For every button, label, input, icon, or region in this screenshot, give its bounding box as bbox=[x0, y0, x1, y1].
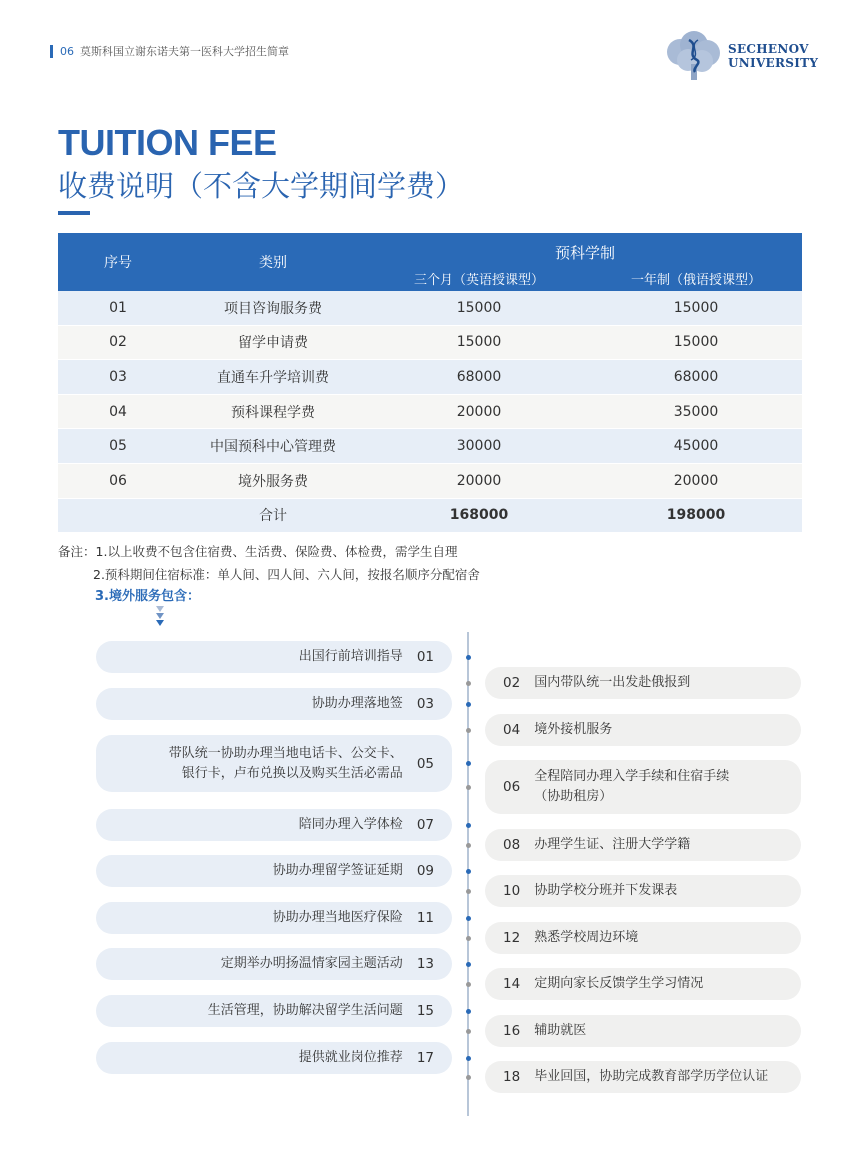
service-number: 11 bbox=[416, 910, 434, 926]
timeline-dot bbox=[466, 936, 471, 941]
notes bbox=[58, 540, 480, 586]
cell-category: 直通车升学培训费 bbox=[178, 360, 368, 395]
service-number: 07 bbox=[416, 817, 434, 833]
cell-one-year: 15000 bbox=[590, 291, 802, 325]
header-one-year: 一年制（俄语授课型） bbox=[590, 265, 802, 291]
cell-index: 04 bbox=[58, 394, 178, 429]
cell-three-month: 68000 bbox=[368, 360, 590, 395]
service-item bbox=[485, 1015, 801, 1047]
service-text: 毕业回国，协助完成教育部学历学位认证 bbox=[534, 1069, 769, 1084]
timeline-dot bbox=[466, 869, 471, 874]
service-number: 12 bbox=[503, 930, 521, 946]
fee-table bbox=[58, 233, 802, 533]
timeline-dot bbox=[466, 761, 471, 766]
cell-category: 境外服务费 bbox=[178, 463, 368, 498]
service-text: 国内带队统一出发赴俄报到 bbox=[534, 675, 691, 690]
service-item bbox=[485, 714, 801, 746]
service-text: 定期举办明扬温情家园主题活动 bbox=[220, 956, 403, 971]
title-chinese: 收费说明（不含大学期间学费） bbox=[58, 169, 465, 203]
header-category: 类别 bbox=[178, 233, 368, 291]
timeline-dot bbox=[466, 916, 471, 921]
timeline-dot bbox=[466, 889, 471, 894]
service-number: 18 bbox=[503, 1069, 521, 1085]
service-item bbox=[485, 875, 801, 907]
cell-total-label: 合计 bbox=[178, 498, 368, 533]
timeline-dot bbox=[466, 728, 471, 733]
cell-category: 预科课程学费 bbox=[178, 394, 368, 429]
service-item bbox=[485, 829, 801, 861]
title-english: TUITION FEE bbox=[58, 122, 277, 163]
service-item bbox=[96, 995, 452, 1027]
table-row bbox=[58, 325, 802, 360]
service-item bbox=[485, 968, 801, 1000]
cell-index: 06 bbox=[58, 463, 178, 498]
service-text: 办理学生证、注册大学学籍 bbox=[534, 837, 691, 852]
service-text: 全程陪同办理入学手续和住宿手续 （协助租房） bbox=[534, 769, 730, 804]
service-number: 09 bbox=[416, 863, 434, 879]
table-row bbox=[58, 360, 802, 395]
service-number: 05 bbox=[416, 755, 434, 772]
note-1: 1.以上收费不包含住宿费、生活费、保险费、体检费，需学生自理 bbox=[95, 544, 458, 559]
timeline-dot bbox=[466, 1009, 471, 1014]
service-number: 17 bbox=[416, 1050, 434, 1066]
table-row bbox=[58, 394, 802, 429]
service-item bbox=[96, 855, 452, 887]
cell-index: 05 bbox=[58, 429, 178, 464]
service-number: 14 bbox=[503, 976, 521, 992]
service-number: 04 bbox=[503, 722, 521, 738]
service-text: 协助办理当地医疗保险 bbox=[272, 910, 403, 925]
cell-category: 中国预科中心管理费 bbox=[178, 429, 368, 464]
service-number: 01 bbox=[416, 649, 434, 665]
cell-three-month: 15000 bbox=[368, 291, 590, 325]
service-item bbox=[485, 1061, 801, 1093]
timeline-dot bbox=[466, 1056, 471, 1061]
header-index: 序号 bbox=[58, 233, 178, 291]
cell-index: 01 bbox=[58, 291, 178, 325]
service-item bbox=[96, 948, 452, 980]
cell-index: 03 bbox=[58, 360, 178, 395]
service-item bbox=[96, 735, 452, 792]
service-item bbox=[96, 902, 452, 934]
service-item bbox=[96, 1042, 452, 1074]
cell-one-year: 45000 bbox=[590, 429, 802, 464]
service-text: 境外接机服务 bbox=[534, 722, 613, 737]
cell-one-year: 35000 bbox=[590, 394, 802, 429]
service-text: 协助学校分班并下发课表 bbox=[534, 883, 678, 898]
service-number: 02 bbox=[503, 675, 521, 691]
service-number: 16 bbox=[503, 1023, 521, 1039]
service-item bbox=[96, 688, 452, 720]
service-item bbox=[485, 760, 801, 814]
timeline-dot bbox=[466, 1075, 471, 1080]
service-number: 06 bbox=[503, 779, 521, 795]
header-group: 预科学制 bbox=[368, 233, 802, 265]
cell-total-one-year: 198000 bbox=[590, 498, 802, 533]
cell-empty bbox=[58, 498, 178, 533]
service-text: 生活管理，协助解决留学生活问题 bbox=[207, 1003, 403, 1018]
timeline-dot bbox=[466, 702, 471, 707]
cell-one-year: 15000 bbox=[590, 325, 802, 360]
service-text: 定期向家长反馈学生学习情况 bbox=[534, 976, 704, 991]
timeline-dot bbox=[466, 655, 471, 660]
sechenov-logo bbox=[662, 30, 819, 82]
logo-line-1: SECHENOV bbox=[728, 42, 809, 56]
service-item bbox=[96, 641, 452, 673]
service-number: 08 bbox=[503, 837, 521, 853]
title-underline bbox=[58, 211, 90, 215]
cell-category: 留学申请费 bbox=[178, 325, 368, 360]
cell-three-month: 15000 bbox=[368, 325, 590, 360]
timeline-dot bbox=[466, 785, 471, 790]
service-text: 协助办理留学签证延期 bbox=[272, 863, 403, 878]
service-text: 协助办理落地签 bbox=[311, 696, 403, 711]
table-row bbox=[58, 429, 802, 464]
service-number: 10 bbox=[503, 883, 521, 899]
timeline-dot bbox=[466, 1029, 471, 1034]
cell-three-month: 20000 bbox=[368, 394, 590, 429]
page-header bbox=[60, 43, 289, 59]
service-text: 陪同办理入学体检 bbox=[298, 817, 403, 832]
timeline-dot bbox=[466, 982, 471, 987]
table-total-row bbox=[58, 498, 802, 533]
timeline-dot bbox=[466, 681, 471, 686]
cell-one-year: 20000 bbox=[590, 463, 802, 498]
timeline-dot bbox=[466, 962, 471, 967]
document-title: 莫斯科国立谢东诺夫第一医科大学招生简章 bbox=[80, 45, 289, 58]
note-2: 2.预科期间住宿标准：单人间、四人间、六人间，按报名顺序分配宿舍 bbox=[93, 567, 480, 582]
notes-prefix: 备注： bbox=[58, 544, 96, 559]
service-number: 13 bbox=[416, 956, 434, 972]
service-text: 带队统一协助办理当地电话卡、公交卡、 银行卡，卢布兑换以及购买生活必需品 bbox=[168, 745, 403, 781]
cell-three-month: 30000 bbox=[368, 429, 590, 464]
services-heading: 3.境外服务包含： bbox=[95, 589, 200, 604]
service-text: 辅助就医 bbox=[534, 1023, 587, 1038]
header-accent-bar bbox=[50, 45, 53, 58]
table-row bbox=[58, 291, 802, 325]
cell-total-three-month: 168000 bbox=[368, 498, 590, 533]
cell-index: 02 bbox=[58, 325, 178, 360]
service-number: 03 bbox=[416, 696, 434, 712]
page-number: 06 bbox=[60, 45, 74, 58]
tree-dna-icon bbox=[662, 30, 724, 82]
service-text: 熟悉学校周边环境 bbox=[534, 930, 639, 945]
timeline-dot bbox=[466, 823, 471, 828]
cell-category: 项目咨询服务费 bbox=[178, 291, 368, 325]
timeline-dot bbox=[466, 843, 471, 848]
double-chevron-down-icon bbox=[154, 604, 166, 628]
logo-line-2: UNIVERSITY bbox=[728, 56, 819, 70]
service-item bbox=[485, 922, 801, 954]
service-text: 出国行前培训指导 bbox=[298, 649, 403, 664]
service-text: 提供就业岗位推荐 bbox=[298, 1050, 403, 1065]
header-three-month: 三个月（英语授课型） bbox=[368, 265, 590, 291]
cell-three-month: 20000 bbox=[368, 463, 590, 498]
table-row bbox=[58, 463, 802, 498]
cell-one-year: 68000 bbox=[590, 360, 802, 395]
service-item bbox=[96, 809, 452, 841]
service-item bbox=[485, 667, 801, 699]
service-number: 15 bbox=[416, 1003, 434, 1019]
